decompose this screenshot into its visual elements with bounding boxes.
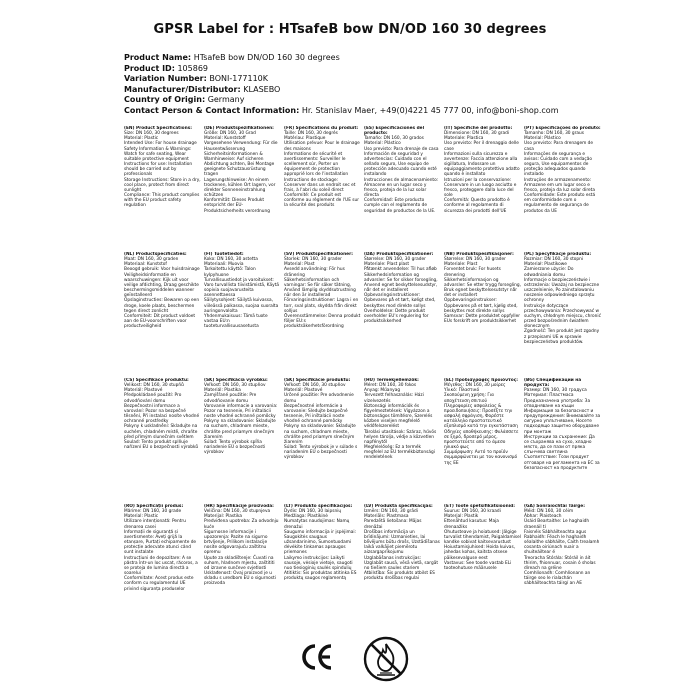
spec-line: Biztonsági információk és figyelmeztetések: Vigyázzon a biztonságos tömítésre, Szerelés közben viseljen megfelelő védőfelszerelést (364, 403, 433, 430)
info-label: Product Name: (124, 53, 192, 62)
spec-grid (124, 126, 684, 630)
spec-line: Размер: DN 160, 30 градуса (524, 388, 587, 394)
spec-line: Suurus: DN 160, 30 kraadi (444, 509, 501, 515)
spec-line: Størrelse: DN 160, 30 grader (444, 257, 506, 263)
spec-block (524, 504, 604, 630)
spec-line: Velikost: DN 160, 30 stupňů (124, 383, 184, 389)
spec-heading: (DA) Produktspecifikationer: (364, 252, 434, 257)
spec-heading: (LV) Produkta specifikācijas: (364, 504, 433, 509)
spec-line: Dimensione: DN 160, 30 gradi (444, 131, 510, 137)
info-value: Germany (207, 95, 245, 105)
info-row (124, 85, 559, 96)
spec-line: Pokyny k uskladnění: Skladujte na suchém, chladném místě, chraňte před přímým slunečním světlem (124, 424, 198, 440)
spec-row (124, 126, 684, 252)
spec-block (284, 378, 364, 504)
spec-block (524, 252, 604, 378)
spec-line: Pokyny na skladovanie: Skladujte na suchom, chladnom mieste, chráňte pred priamym slnečným žiarením (204, 419, 276, 440)
spec-line: Информация за безопасност и предупреждения: Внимавайте за сигурно уплътняване, Носете подходящо защитно оборудване при монтаж (524, 408, 601, 435)
info-row (124, 53, 559, 64)
spec-line: Påtænkt anvendelse: Til hus afløb (364, 267, 437, 273)
spec-line: Izmērs: DN 160, 30 grādi (364, 509, 418, 515)
spec-line: Atitiktis: Šis produktas atitinka ES produktų saugos reglamentą (284, 571, 357, 582)
spec-line: Material: Plast (284, 262, 315, 268)
spec-heading: (GA) Sonraíochtaí Táirge: (524, 504, 585, 509)
spec-heading: (SK) Špecifikácia výrobku: (204, 378, 268, 383)
spec-block (124, 126, 204, 252)
spec-line: Informazioni sulla sicurezza e avvertenze: Faccia attenzione alla sigillatura, Indossare un equipaggiamento protettivo adatto quando è installato (444, 151, 520, 178)
spec-line: Súlad: Tento výrobok spĺňa nariadenie EÚ o bezpečnosti výrobkov (204, 439, 266, 456)
info-value: 105869 (177, 63, 208, 73)
spec-line: Intended Use: For house drainage (124, 141, 197, 147)
info-row (124, 106, 559, 117)
spec-block (124, 378, 204, 504)
spec-heading: (NB) Produktspesifikasjoner: (444, 252, 514, 257)
spec-line: Avsedd användning: För hus dränering (284, 267, 345, 278)
info-label: Contact Person & Contact Information: (124, 105, 300, 115)
spec-line: Informações de segurança e avisos: Cuidado com a vedação segura, Use equipamentos de proteção adequados quando instalado (524, 151, 593, 178)
spec-line: Предназначена употреба: За отводняване на къщи (524, 398, 591, 409)
product-info (124, 53, 559, 117)
spec-line: Rozmiar: DN 160, 30 stopni (524, 257, 584, 263)
spec-line: Určené použitie: Pre odvodnenie domu (284, 393, 354, 404)
spec-line: Compliance: This product complies with the EU product safety regulation (124, 193, 200, 209)
spec-line: Förvaringsinstruktioner: Lagra i en torr, sval plats, skydda från direkt solljus (284, 298, 359, 314)
spec-block (444, 504, 524, 630)
spec-line: Varovanie informacie a varovania: Pozor na tesnenie, Pri inštalácii noste vhodné ochranné pomôcky (204, 403, 278, 420)
spec-line: Upute za skladištenje: Čuvati na suhom, hladnom mjestu, zaštititi od izravne sunčeve svjetlosti (204, 555, 275, 571)
spec-block (124, 504, 204, 630)
spec-block (284, 504, 364, 630)
spec-line: Drošības informācija un brīdinājumi: Uzmanieties, lai blīvējums būtu drošs, Uzstādīšanas laikā valkājiet piemērotu aizsargaprīkojumu (364, 529, 440, 556)
info-label: Manufacturer/Distributor: (124, 84, 241, 94)
info-label: Country of Origin: (124, 95, 206, 105)
spec-line: Tarkoitettu käyttö: Talon kylpyhuone (204, 267, 256, 278)
spec-line: Informacje o bezpieczeństwie i ostrzeżenia: Uważaj na bezpieczne uszczelnienie, Po zainstalowaniu noszenie odpowiedniego sprzętu ochronny (524, 277, 600, 304)
spec-line: Faisnéis Sábháilteachta agus Rabhaidh: Féach le haghaidh séalaithe sábháilte, Caith trealamh cosanta oiriúnach nuair a shuiteáiltear é (524, 529, 600, 556)
spec-line: Comhlíonadh: Comhlíonann an táirge seo le rialachán sábháilteachta táirgí an AE (524, 571, 591, 587)
spec-line: Conformidad: Este producto cumple con el reglamento de seguridad de productos de la UE. (364, 198, 436, 214)
spec-line: Mărime: DN 160, 30 grade (124, 509, 182, 515)
spec-line: Laikymo instrukcijos: Laikyti sausoje, vėsioje vietoje, saugoti nuo tiesioginių saulės spindulių (284, 555, 353, 571)
spec-block (204, 378, 284, 504)
spec-line: Bezpečnostné informácie a varovanie: Sledujte bezpečné tesnenie, Pri inštalácii noste vhodné ochranné pomôcky (284, 403, 348, 425)
no-fire-symbol-icon (362, 635, 410, 683)
spec-line: Materiale: Plast plast (364, 262, 410, 268)
spec-line: Ohutusteave ja hoiatused: Jälgige turvalist tihendamist, Paigaldamisel kandke sobivat kaitsevarustust (444, 529, 521, 546)
spec-line: Overholdelse: Dette produkt overholder EU's regulering for produktsikkerhed (364, 308, 429, 325)
spec-block (124, 252, 204, 378)
spec-line: Informations de sécurité et avertissements: Surveiller le scellement sûr, Porter un équipement de protection approprié lors de l'installation (284, 151, 349, 178)
spec-line: Tamanho: DN 160, 30 graus (524, 131, 584, 137)
spec-heading: (FR) Spécifications du produit: (284, 126, 359, 131)
spec-line: Sikkerhedsinformation og advarsler: Se for sikker forsegling, Anvend egnet beskyttelsesudstyr, når det er installeret (364, 272, 438, 294)
spec-line: Materiál: Plastové (284, 388, 323, 394)
spec-line: Materiaali: Muovia (204, 262, 244, 268)
spec-line: Súlad: Tento výrobok je v súlade s nariadením EÚ o bezpečnosti výrobkov (284, 445, 358, 461)
spec-line: Safety Information & Warnings: Watch for safe seating, Wear suitable protective equipment (124, 146, 192, 162)
spec-line: Størrelse: DN 160, 30 grader (364, 257, 426, 263)
spec-line: Πληροφορίες ασφαλείας & προειδοποιήσεις: Προσέξτε την ασφαλή σφράγιση, Φορέστε κατάλληλο προστατευτικό εξοπλισμό κατά την εγκατάσταση (444, 403, 518, 430)
spec-heading: (BG) Спецификации на продукта: (524, 378, 582, 389)
spec-line: Instructions de stockage: Conserver dans un endroit sec et frais, à l'abri du soleil direct (284, 177, 356, 193)
spec-line: Säkerhetsinformation och varningar: Se för säker tätning, Använd lämplig skyddsutrustning när den är installerad (284, 277, 356, 299)
spec-line: Съответствие: Този продукт отговаря на регламента на ЕС за безопасност на продуктите (524, 455, 600, 471)
spec-line: Oppbevaringsinstrukser: Oppbevares på et tørt, kjølig sted, beskyttes mot direkte sollys (444, 298, 518, 314)
info-label: Product ID: (124, 63, 175, 73)
spec-line: Veľkosť: DN 160, 30 stupňov (204, 383, 266, 389)
spec-line: Saugumo informacija ir įspėjimai: Saugokitės saugaus užsandarinimo, Sumontuodami dėvėkite tinkamas apsaugos priemones (284, 529, 357, 556)
spec-line: Predviđena upotreba: Za odvodnju kuće (204, 519, 279, 530)
spec-line: Taille: DN 160, 30 degrés (284, 131, 338, 137)
spec-heading: (LT) Produkto specifikacijos: (284, 504, 353, 509)
spec-line: Paredzētā lietošana: Mājas drenāžai (364, 519, 422, 530)
spec-line: Uso previsto: Para drenagem de casa (524, 141, 594, 152)
spec-line: Numatytas naudojimas: Namų drenažui (284, 519, 350, 530)
spec-line: Инструкции за съхранение: Да се съхранява на сухо, хладно място, да се пази от пряка слънчева светлина (524, 434, 595, 456)
spec-block (204, 126, 284, 252)
spec-line: Uzglabāšanas instrukcijas: Uzglabāt sausā, vēsā vietā, sargāt no tiešiem saules stariem (364, 555, 439, 571)
spec-block (204, 504, 284, 630)
spec-line: Instrucciones de almacenamiento: Almacene en un lugar seco y fresco, proteja de la luz solar directa (364, 177, 439, 199)
spec-heading: (HR) Specifikacije proizvoda: (204, 504, 274, 509)
spec-line: Samsvar: Dette produktet oppfyller EUs forskrift om produktsikkerhet (444, 313, 521, 325)
spec-line: Zgodność: Ten produkt jest zgodny z przepisami UE w sprawie bezpieczeństwa produktów. (524, 329, 600, 345)
spec-line: Materijal: Plastika (204, 514, 243, 520)
spec-block (604, 252, 684, 378)
spec-line: Lagerungshinweise: An einem trockenen, kühlen Ort lagern, vor direkter Sonneneinstrahlung schützen (204, 177, 276, 199)
spec-line: Soulad: Tento produkt splňuje nařízení EU o bezpečnosti výrobků (124, 439, 199, 451)
spec-line: Instrucțiuni de depozitare: A se păstra într-un loc uscat, răcoros, a se proteja de lumina directă a soarelui (124, 555, 198, 577)
spec-line: Méid: DN 160, 30 céim (524, 509, 574, 515)
spec-line: Ábhar: Plaisteach (524, 514, 562, 520)
spec-line: Tárolási utasítások: Száraz, hűvös helyen tárolja, védje a közvetlen napfénytől (364, 429, 437, 445)
spec-heading: (SV) Produktspecifikationer: (284, 252, 353, 257)
spec-line: Hoiustamisjuhised: Hoida kuivas, jahedas kohas, kaitsta otsese päikesevalguse eest (444, 545, 516, 561)
spec-line: Treoracha Stórála: Stóráil in áit thirim, fhionnuar, cosain ó sholas díreach na gréine (524, 555, 596, 571)
compliance-marks (290, 630, 420, 690)
spec-line: Turvallisuustiedot ja varoitukset: Varo turvallista tiivistämistä, Käytä sopivia suojavarusteita asennettaessa (204, 277, 280, 299)
spec-line: Anyag: Műanyag (364, 388, 401, 394)
spec-block (364, 252, 444, 378)
spec-line: Zamýšľané použitie: Pre odvodňovanie domu (204, 393, 257, 404)
spec-block (364, 378, 444, 504)
spec-line: Ettenähtud kasutus: Maja drenaažiks (444, 519, 499, 530)
spec-line: Conformitate: Acest produs este conform cu regulamentul UE privind siguranța produselor (124, 576, 194, 592)
spec-block (204, 252, 284, 378)
spec-block (604, 504, 684, 630)
info-row (124, 74, 559, 85)
spec-line: Matériau: Plastique (284, 136, 326, 142)
spec-line: Sikkerhetsinformasjon og advarsler: Se etter trygg forsegling, Bruk egnet beskyttelsesutstyr når det er installert (444, 277, 521, 299)
spec-line: Material: Plástico (364, 141, 401, 147)
spec-line: Předpokládané použití: Pro odvodňování domu (124, 393, 182, 404)
spec-block (524, 126, 604, 252)
spec-block (284, 252, 364, 378)
spec-block (284, 126, 364, 252)
spec-line: Säilytysohjeet: Säilytä kuivassa, viileässä paikassa, suojaa suoralta auringonvalolta (204, 298, 279, 314)
spec-line: Conformità: Questo prodotto è conforme al regolamento di sicurezza dei prodotti dell'UE (444, 198, 510, 214)
spec-line: Veľkosť: DN 160, 30 stupňov (284, 383, 346, 389)
spec-line: Größe: DN 160, 30 Grad (204, 131, 256, 137)
spec-line: Material: Kunststoff (204, 136, 246, 142)
spec-heading: (PL) Specyfikacje produktu: (524, 252, 592, 257)
label-title: GPSR Label for : HTsafeB bow DN/OD 160 30 degrees (153, 22, 547, 37)
spec-heading: (ES) Especificaciones del producto: (364, 126, 425, 137)
spec-line: Konformität: Dieses Produkt entspricht der EU-Produktsicherheits verordnung (204, 198, 270, 214)
spec-line: Conformidade: Este produto está em conformidade com o regulamento de segurança de produtos da UE (524, 193, 596, 214)
spec-line: Materjal: Plastik (444, 514, 479, 520)
spec-line: Veiligheidsinformatie en waarschuwingen: Kijk uit voor veilige afdichting, Draag geschikte beschermingsmiddelen wanneer geïnstalleerd (124, 272, 199, 299)
info-value: HTsafeB bow DN/OD 160 30 degrees (193, 53, 340, 62)
spec-line: Koko: DN 160, 30 astetta (204, 257, 258, 263)
spec-heading: (SK) Špecifikácie produktu: (284, 378, 351, 383)
spec-line: Materiał: Plastikowe (524, 262, 567, 268)
spec-heading: (NL) Productspecificaties: (124, 252, 187, 257)
spec-line: Yhdenmukaisuus: Tämä tuote vastaa EU:n tuoteturvallisuusasetusta (204, 313, 268, 330)
spec-line: Överensstämmelse: Denna produkt följer EU:s produktsäkerhetsförordning (284, 313, 361, 330)
info-row (124, 95, 559, 106)
spec-heading: (PT) Especificações do produto: (524, 126, 601, 131)
spec-line: Opbevaringsinstruktioner: Opbevares på et tørt, køligt sted, beskyttes mod direkte sollys (364, 293, 436, 309)
spec-line: Storage Instructions: Store in a dry, cool place, protect from direct sunlight (124, 177, 201, 193)
spec-heading: (IT) Specifiche del prodotto: (444, 126, 513, 131)
spec-line: Tervezett felhasználás: Házi vízelvezetés (364, 393, 424, 404)
spec-line: Megfelelőség: Ez a termék megfelel az EU termékbiztonsági rendeletének (364, 445, 435, 461)
spec-line: Beoogd gebruik: Voor huisdrainage (124, 267, 200, 273)
spec-line: Istruzioni per la conservazione: Conservare in un luogo asciutto e fresco, proteggere dalla luce del sole (444, 177, 517, 199)
spec-line: Materiál: Plastové (124, 388, 163, 394)
spec-block (364, 504, 444, 630)
info-label: Variation Number: (124, 74, 207, 84)
spec-heading: (RO) Specificații produs: (124, 504, 184, 509)
spec-line: Medžiaga: Plastikinė (284, 514, 328, 520)
spec-line: Forventet bruk: For husets drenering (444, 267, 501, 278)
spec-block (524, 378, 604, 504)
spec-row (124, 378, 684, 504)
spec-line: Informații de siguranță și avertismente: Aveți grijă la etanșare, Purtați echipamente de protecție adecvate atunci când sunt instalate (124, 529, 197, 556)
spec-line: Materiale: Plast (444, 262, 478, 268)
spec-line: Pokyny na skladovanie: Skladujte na suchom, chladnom mieste, chráňte pred priamym slnečným žiarením (284, 424, 356, 445)
spec-line: Storlek: DN 160, 30 grader (284, 257, 342, 263)
spec-line: Sicherheitsinformationen & Warnhinweise: Auf sicheren Abdichtung achten, Bei Montage geeignete Schutzausrüstung tragen (204, 151, 275, 178)
spec-line: Instruções de armazenamento: Armazene em um lugar seco e fresco, proteja da luz solar direta (524, 177, 595, 193)
spec-line: Materiál: Plastika (204, 388, 241, 394)
spec-line: Opslaginstructies: Bewaren op een droge, koele plaats, beschermen tegen direct zonlicht (124, 298, 200, 314)
spec-heading: (CS) Specifikace produktu: (124, 378, 189, 383)
ce-mark-icon (300, 642, 334, 672)
spec-block (444, 126, 524, 252)
spec-line: Usklađenost: Ovaj proizvod je u skladu s uredbom EU o sigurnosti proizvoda (204, 571, 276, 587)
spec-line: Uso previsto: Para drenaje de casa (364, 146, 439, 152)
spec-line: Σκοπούμενη χρήση: Για αποχέτευση σπιτιού (444, 393, 494, 404)
spec-line: Úsáid Beartaithe: Le haghaidh draenáil tí (524, 519, 590, 530)
spec-line: Οδηγίες αποθήκευσης: Φυλάσσετε σε ξηρό, δροσερό μέρος, προστατεύετε από το άμεσο ηλιακό φως (444, 429, 519, 451)
spec-line: Υλικό: Πλαστικό (444, 388, 480, 394)
spec-line: Materiaal: Kunststof (124, 262, 167, 268)
spec-line: Material: Plastic (124, 514, 159, 520)
info-value: KLASEBO (243, 84, 281, 94)
spec-heading: (EN) Product Specifications: (124, 126, 192, 131)
spec-line: Méret: DN 160, 30 fokos (364, 383, 417, 389)
spec-line: Utilisation prévue: Pour le drainage des maisons (284, 141, 360, 152)
spec-line: Material: Plástico (524, 136, 561, 142)
spec-line: Veličina: DN 160, 30 stupnjeva (204, 509, 271, 515)
spec-heading: (DE) Produktspezifikationen: (204, 126, 274, 131)
spec-line: Uso previsto: Per il drenaggio delle case (444, 141, 519, 152)
spec-line: Maat: DN 160, 30 graden (124, 257, 179, 263)
spec-line: Material: Plastic (124, 136, 159, 142)
spec-line: Συμμόρφωση: Αυτό το προϊόν συμμορφώνεται με τον κανονισμό της ΕΕ (444, 450, 518, 466)
spec-line: Conformiteit: Dit product voldoet aan de EU-voorschriften voor productveiligheid (124, 313, 196, 330)
spec-line: Μέγεθος: DN 160, 30 μοίρες (444, 383, 506, 389)
spec-block (604, 126, 684, 252)
spec-line: Materiāls: Plastmasa (364, 514, 409, 520)
info-value: Hr. Stanislav Maer, +49(0)4221 45 777 00, info@boni-shop.com (301, 105, 559, 115)
spec-line: Vastavus: See toode vastab ELi tooteohutuse määrusele (444, 560, 512, 571)
spec-line: Atbilstība: Šis produkts atbilst ES produktu drošības regulai (364, 571, 435, 582)
spec-block (444, 378, 524, 504)
spec-line: Zamierzone użycie: Do odwadniania domu (524, 267, 574, 278)
spec-row (124, 252, 684, 378)
spec-line: Tamaño: DN 160, 30 grados (364, 136, 424, 142)
spec-line: Vorgesehene Verwendung: Für die Hausentwässerung (204, 141, 278, 152)
spec-line: Conformité: Ce produit est conforme au règlement de l'UE sur la sécurité des produits (284, 193, 360, 209)
spec-heading: (FI) Tuotetiedot: (204, 252, 244, 257)
spec-line: Materiale: Plastica (444, 136, 484, 142)
spec-line: Dydis: DN 160, 30 laipsnių (284, 509, 342, 515)
spec-line: Utilizare intenționată: Pentru drenarea casei (124, 519, 186, 530)
spec-line: Sigurnosne informacije i upozorenja: Pazite na sigurno brtvljenje, Prilikom instalacije nosite odgovarajuću zaštitnu opremu (204, 529, 268, 556)
spec-line: Size: DN 160, 30 degrees (124, 131, 179, 137)
spec-heading: (HU) Termékjellemzők: (364, 378, 419, 383)
spec-line: Bezpečnostní informace a varování: Pozor na bezpečné těsnění, Při instalaci nosíte vhodné ochranné prostředky (124, 403, 200, 425)
spec-block (604, 378, 684, 504)
spec-heading: (EL) Προδιαγραφές προϊόντος: (444, 378, 518, 383)
spec-line: Instructions for use: Installation should be carried out by professionals (124, 162, 193, 178)
spec-line: Información de seguridad y advertencias: Cuidado con el sellado seguro, Use equipo de protección adecuado cuando esté instalando (364, 151, 437, 178)
spec-block (364, 126, 444, 252)
spec-heading: (ET) Toote spetsifikatsioonid: (444, 504, 515, 509)
spec-line: Материал: Пластмаса (524, 393, 574, 399)
spec-block (444, 252, 524, 378)
info-value: BONI-177110K (209, 74, 269, 84)
spec-line: Instrukcje dotyczące przechowywania: Przechowywać w suchym, chłodnym miejscu, chronić przed bezpośrednim światłem słonecznym (524, 303, 601, 330)
spec-row (124, 504, 684, 630)
info-row (124, 64, 559, 75)
